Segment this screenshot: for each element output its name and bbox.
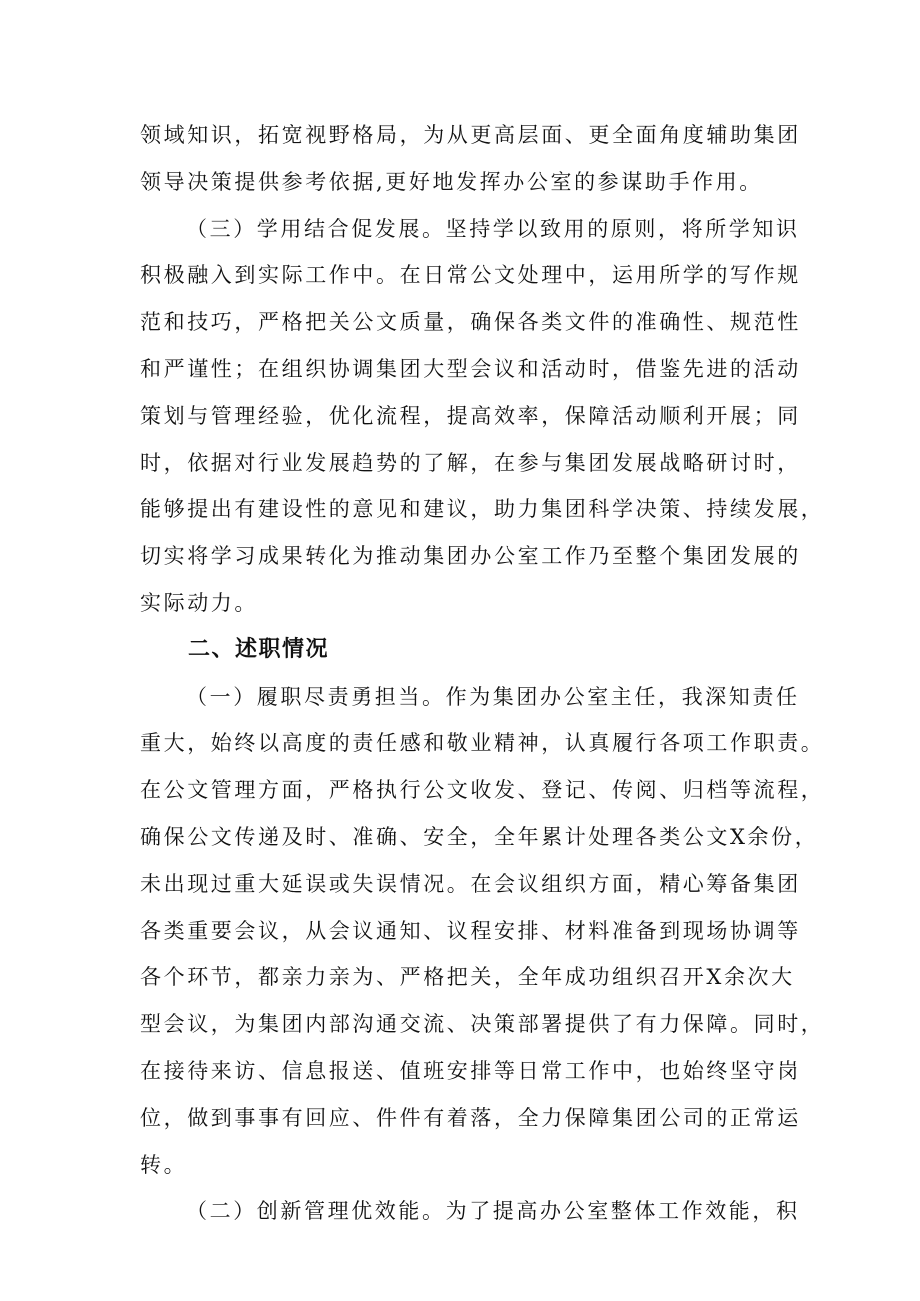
subsection-2-first-line: （二）创新管理优效能。为了提高办公室整体工作效能，积 [186, 1199, 800, 1224]
body-line: 实际动力。 [140, 590, 258, 615]
body-line: 各个环节，都亲力亲为、严格把关，全年成功组织召开X余次大 [140, 965, 795, 990]
subsection-1-first-line: （一）履职尽责勇担当。作为集团办公室主任，我深知责任 [186, 684, 800, 709]
body-line: 在接待来访、信息报送、值班安排等日常工作中，也始终坚守岗 [140, 1058, 801, 1083]
body-line: 积极融入到实际工作中。在日常公文处理中，运用所学的写作规 [140, 263, 801, 288]
body-line: 转。 [140, 1152, 188, 1177]
body-line: 型会议，为集团内部沟通交流、决策部署提供了有力保障。同时， [140, 1012, 825, 1037]
body-line: 范和技巧，严格把关公文质量，确保各类文件的准确性、规范性 [140, 310, 801, 335]
body-line: 能够提出有建设性的意见和建议，助力集团科学决策、持续发展， [140, 497, 825, 522]
body-line: 位，做到事事有回应、件件有着落，全力保障集团公司的正常运 [140, 1105, 801, 1130]
body-line: 各类重要会议，从会议通知、议程安排、材料准备到现场协调等 [140, 918, 801, 943]
body-line: 重大，始终以高度的责任感和敬业精神，认真履行各项工作职责。 [140, 731, 825, 756]
body-line: 切实将学习成果转化为推动集团办公室工作乃至整个集团发展的 [140, 544, 801, 569]
body-line: 未出现过重大延误或失误情况。在会议组织方面，精心筹备集团 [140, 871, 801, 896]
body-line: 领导决策提供参考依据,更好地发挥办公室的参谋助手作用。 [140, 169, 763, 194]
subsection-3-first-line: （三）学用结合促发展。坚持学以致用的原则，将所学知识 [186, 216, 800, 241]
body-line: 和严谨性；在组织协调集团大型会议和活动时，借鉴先进的活动 [140, 356, 801, 381]
body-line: 确保公文传递及时、准确、安全，全年累计处理各类公文X余份， [140, 824, 819, 849]
section-heading: 二、述职情况 [188, 636, 330, 662]
body-line: 领域知识，拓宽视野格局，为从更高层面、更全面角度辅助集团 [140, 123, 801, 147]
body-line: 时，依据对行业发展趋势的了解，在参与集团发展战略研讨时， [140, 450, 801, 475]
document-body [140, 112, 825, 1235]
body-line: 策划与管理经验，优化流程，提高效率，保障活动顺利开展；同 [140, 403, 801, 428]
body-line: 在公文管理方面，严格执行公文收发、登记、传阅、归档等流程， [140, 778, 825, 803]
